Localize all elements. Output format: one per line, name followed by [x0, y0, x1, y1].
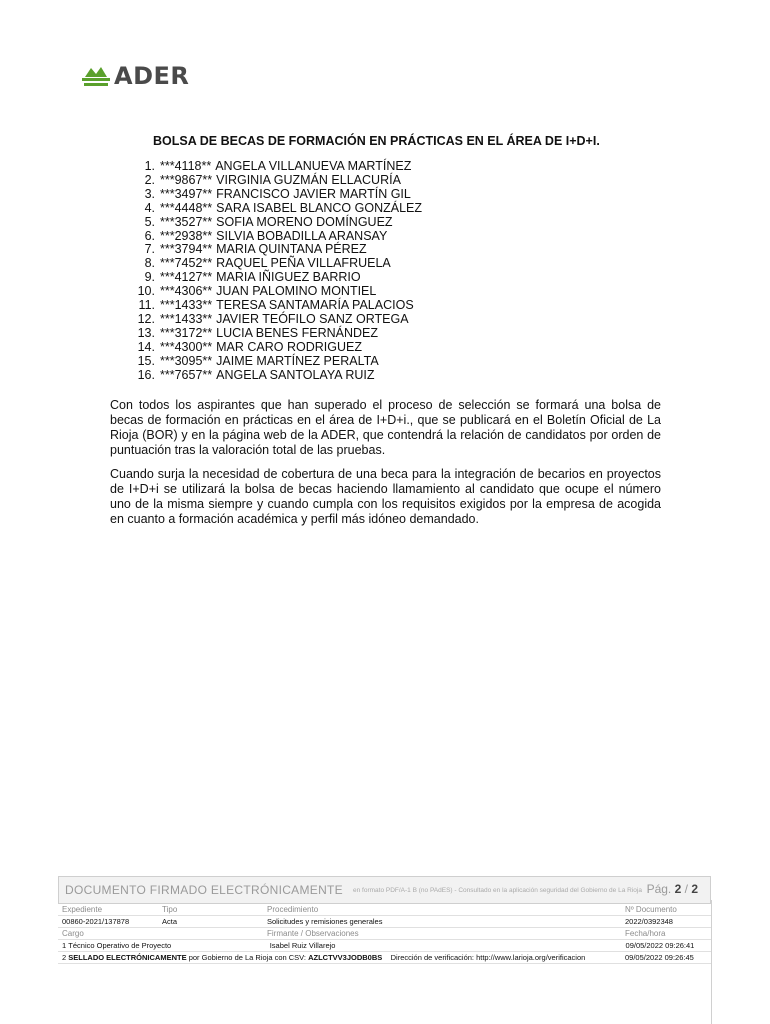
list-item-number: 7.: [144, 242, 155, 257]
list-item-code: ***1433**: [160, 298, 213, 313]
list-item-code: ***9867**: [160, 172, 213, 187]
list-item-name: VIRGINIA GUZMÁN ELLACURÍA: [216, 172, 401, 187]
signer-1-firmante: Isabel Ruiz Villarejo: [269, 941, 336, 950]
value-expediente: 00860-2021/137878: [62, 917, 130, 926]
ader-logo-icon: [82, 64, 110, 88]
ader-logo-text: ADER: [114, 62, 190, 90]
value-num-documento: 2022/0392348: [625, 917, 673, 926]
verification-link[interactable]: http://www.larioja.org/verificacion: [476, 953, 586, 962]
list-item-code: ***7452**: [160, 256, 213, 271]
list-item-code: ***4448**: [160, 200, 213, 215]
list-item-name: JAVIER TEÓFILO SANZ ORTEGA: [216, 311, 409, 326]
csv-code: AZLCTVV3JODB0BS: [308, 953, 383, 962]
list-item-number: 1.: [144, 159, 155, 173]
list-item: [118, 285, 422, 299]
list-item-number: 3.: [144, 186, 155, 201]
list-item-number: 6.: [144, 228, 155, 243]
footer-values-row: [58, 916, 711, 928]
list-item-name: JAIME MARTÍNEZ PERALTA: [216, 353, 379, 368]
label-procedimiento: Procedimiento: [267, 905, 319, 914]
label-fecha: Fecha/hora: [625, 929, 666, 938]
list-item-name: SARA ISABEL BLANCO GONZÁLEZ: [216, 200, 422, 215]
list-item-code: ***2938**: [160, 228, 213, 243]
list-item-code: ***3497**: [160, 186, 213, 201]
list-item: [118, 313, 422, 327]
list-item: [118, 341, 422, 355]
list-item: [118, 271, 422, 285]
list-item-code: ***3095**: [160, 353, 213, 368]
list-item-code: ***3527**: [160, 214, 213, 229]
list-item-code: ***4118**: [160, 159, 212, 173]
list-item: [118, 216, 422, 230]
footer-labels-row: [58, 904, 711, 916]
list-item-code: ***4306**: [160, 284, 213, 299]
list-item: [118, 355, 422, 369]
label-tipo: Tipo: [162, 905, 178, 914]
page-title: BOLSA DE BECAS DE FORMACIÓN EN PRÁCTICAS EN EL ÁREA DE I+D+I.: [153, 134, 600, 148]
footer-labels-row-2: [58, 928, 711, 940]
signer-row-2: [58, 952, 711, 964]
list-item-number: 8.: [144, 256, 155, 271]
list-item-name: ANGELA VILLANUEVA MARTÍNEZ: [215, 159, 412, 173]
list-item-number: 11.: [138, 298, 155, 313]
list-item-number: 14.: [137, 339, 155, 354]
signer-2-fecha: 09/05/2022 09:26:45: [625, 953, 694, 962]
list-item: [118, 188, 422, 202]
list-item-name: FRANCISCO JAVIER MARTÍN GIL: [216, 186, 411, 201]
page-total: 2: [691, 882, 698, 896]
label-num-documento: Nº Documento: [625, 905, 677, 914]
signature-footer: [58, 876, 711, 964]
label-cargo: Cargo: [62, 929, 84, 938]
signer-1-fecha: 09/05/2022 09:26:41: [625, 941, 695, 950]
value-procedimiento: Solicitudes y remisiones generales: [267, 917, 383, 926]
list-item-code: ***3172**: [160, 325, 213, 340]
list-item: [118, 160, 422, 174]
list-item-code: ***7657**: [160, 367, 213, 382]
label-expediente: Expediente: [62, 905, 103, 914]
list-item-code: ***1433**: [160, 311, 213, 326]
list-item-number: 9.: [144, 270, 155, 285]
list-item: [118, 299, 422, 313]
list-item-name: TERESA SANTAMARÍA PALACIOS: [216, 298, 414, 313]
label-firmante: Firmante / Observaciones: [267, 929, 359, 938]
right-margin-line: [711, 900, 712, 1024]
list-item-number: 10.: [137, 284, 155, 299]
list-item-number: 4.: [144, 200, 155, 215]
signer-row-1: [58, 940, 711, 952]
list-item-number: 5.: [144, 214, 155, 229]
list-item-number: 2.: [144, 172, 155, 187]
page-indicator: Pág. 2 / 2: [646, 882, 698, 896]
signer-1-cargo: 1 Técnico Operativo de Proyecto: [62, 941, 172, 950]
ader-logo: [82, 62, 189, 90]
paragraph-cobertura: Cuando surja la necesidad de cobertura de una beca para la integración de becarios en proyectos de I+D+i se utilizará la bolsa de becas haciendo llamamiento al candidato que ocupe el número uno de la misma siempre y cuando cumpla con los requisitos exigidos por la empresa de acogida en cuanto a formación académica y perfil más idóneo demandado.: [110, 467, 661, 526]
signature-header: [58, 876, 711, 904]
list-item: [118, 243, 422, 257]
paragraph-bolsa: Con todos los aspirantes que han superado el proceso de selección se formará una bolsa de becas de formación en prácticas en el área de I+D+i., que se publicará en el Boletín Oficial de La Rioja (BOR) y en la página web de la ADER, que contendrá la relación de candidatos por orden de puntuación tras la valoración total de las pruebas.: [110, 398, 661, 457]
list-item-number: 12.: [137, 311, 155, 326]
value-tipo: Acta: [162, 917, 178, 926]
list-item-name: SOFIA MORENO DOMÍNGUEZ: [216, 214, 393, 229]
candidate-list: [118, 160, 422, 383]
signed-document-note: en formato PDF/A-1 B (no PAdES) - Consultado en la aplicación seguridad del Gobierno de La Rioja: [353, 886, 642, 894]
list-item-code: ***3794**: [160, 242, 213, 257]
list-item-name: MARIA IÑIGUEZ BARRIO: [216, 270, 361, 285]
list-item-name: JUAN PALOMINO MONTIEL: [216, 284, 377, 299]
list-item: [118, 369, 422, 383]
list-item: [118, 327, 422, 341]
signer-2-sello: 2 SELLADO ELECTRÓNICAMENTE por Gobierno de La Rioja con CSV: AZLCTVV3JODB0BS Dirección de verificación: http://www.larioja.org/verificacion: [62, 953, 586, 962]
list-item-name: LUCIA BENES FERNÁNDEZ: [216, 325, 378, 340]
list-item: [118, 174, 422, 188]
signed-document-title: DOCUMENTO FIRMADO ELECTRÓNICAMENTE: [65, 883, 343, 897]
list-item-name: SILVIA BOBADILLA ARANSAY: [216, 228, 388, 243]
list-item-name: MAR CARO RODRIGUEZ: [216, 339, 362, 354]
list-item-number: 13.: [137, 325, 155, 340]
list-item-name: RAQUEL PEÑA VILLAFRUELA: [216, 256, 391, 271]
list-item-name: ANGELA SANTOLAYA RUIZ: [216, 367, 375, 382]
list-item-code: ***4127**: [160, 270, 213, 285]
list-item-code: ***4300**: [160, 339, 213, 354]
list-item-number: 15.: [137, 353, 155, 368]
list-item-name: MARIA QUINTANA PÉREZ: [216, 242, 367, 257]
list-item: [118, 257, 422, 271]
list-item: [118, 202, 422, 216]
list-item-number: 16.: [137, 367, 155, 382]
page-current: 2: [674, 882, 682, 896]
